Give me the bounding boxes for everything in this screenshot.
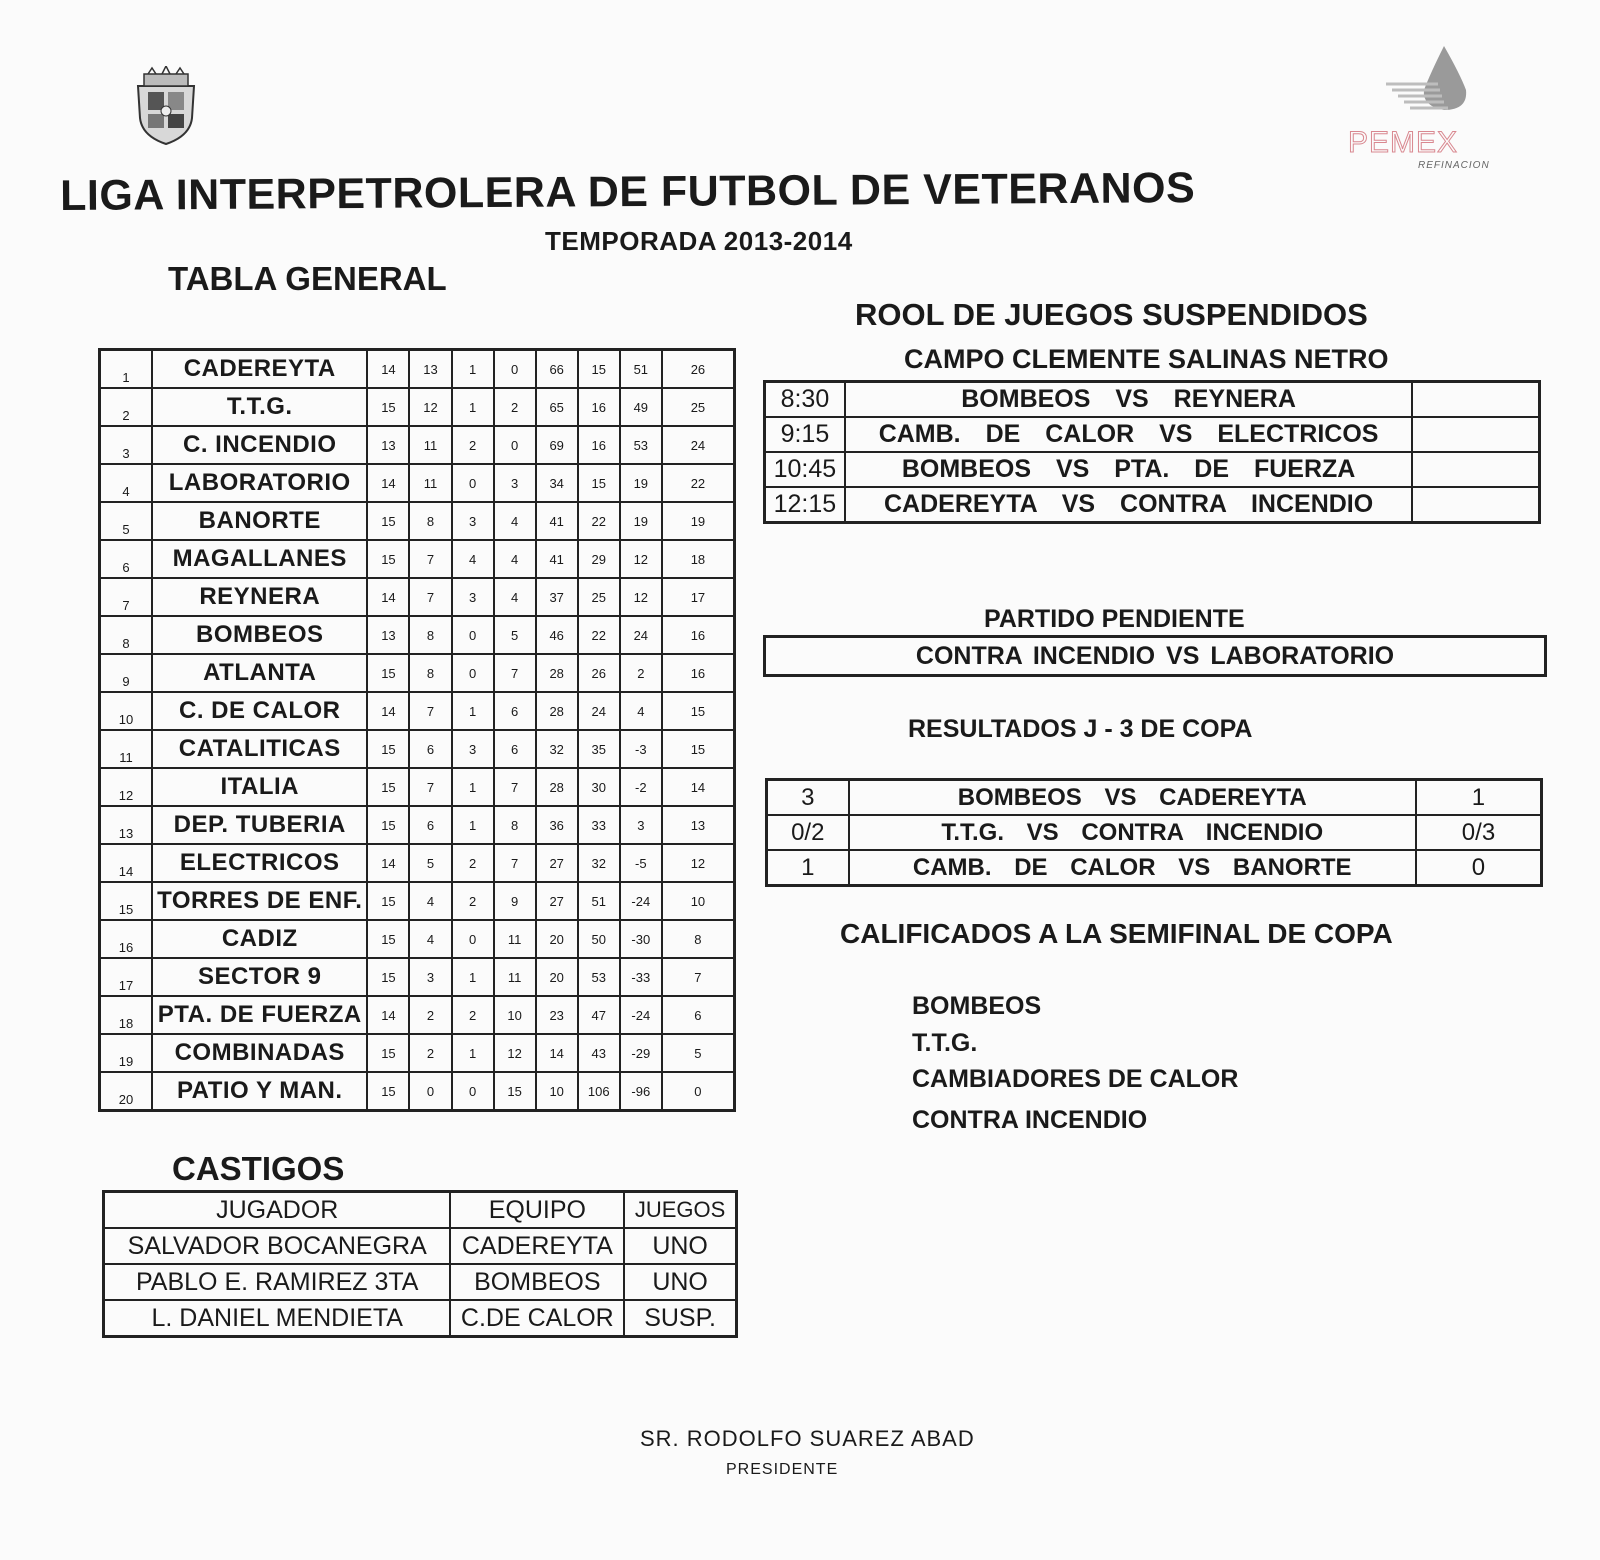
standings-stat: 15: [494, 1072, 536, 1111]
standings-stat: 12: [409, 388, 451, 426]
standings-stat: 50: [578, 920, 620, 958]
standings-stat: 3: [452, 502, 494, 540]
cup-result-row: [767, 850, 1542, 886]
standings-stat: 43: [578, 1034, 620, 1072]
standings-stat: 0: [494, 350, 536, 389]
standings-stat: 14: [536, 1034, 578, 1072]
suspended-title: ROOL DE JUEGOS SUSPENDIDOS: [855, 297, 1368, 332]
standings-stat: 15: [367, 502, 409, 540]
penalty-row: [104, 1228, 737, 1264]
penalty-player: PABLO E. RAMIREZ 3TA: [104, 1264, 451, 1300]
standings-stat: -29: [620, 1034, 662, 1072]
penalty-row: [104, 1264, 737, 1300]
standings-stat: 8: [409, 654, 451, 692]
player-header: JUGADOR: [104, 1192, 451, 1229]
standings-stat: 15: [367, 654, 409, 692]
game-blank-cell: [1412, 452, 1539, 487]
standings-stat: 33: [578, 806, 620, 844]
season-label: TEMPORADA 2013-2014: [545, 226, 853, 256]
standings-position: 3: [100, 426, 153, 464]
standings-stat: 47: [578, 996, 620, 1034]
standings-stat: 106: [578, 1072, 620, 1111]
cup-match: CAMB. DE CALOR VS BANORTE: [849, 850, 1416, 886]
standings-points: 7: [662, 958, 735, 996]
standings-stat: 11: [494, 920, 536, 958]
game-match: CAMB. DE CALOR VS ELECTRICOS: [845, 417, 1413, 452]
game-time: 9:15: [765, 417, 845, 452]
standings-stat: 15: [367, 1072, 409, 1111]
standings-stat: 20: [536, 958, 578, 996]
standings-stat: -2: [620, 768, 662, 806]
qualified-team: T.T.G.: [912, 1029, 978, 1057]
standings-stat: 0: [409, 1072, 451, 1111]
standings-row: [100, 806, 735, 844]
standings-team: BANORTE: [152, 502, 367, 540]
standings-points: 15: [662, 730, 735, 768]
standings-points: 6: [662, 996, 735, 1034]
standings-stat: 12: [620, 540, 662, 578]
standings-stat: 7: [494, 654, 536, 692]
standings-stat: 51: [620, 350, 662, 389]
standings-stat: 6: [409, 806, 451, 844]
standings-stat: 6: [494, 692, 536, 730]
standings-stat: 0: [452, 464, 494, 502]
game-blank-cell: [1412, 417, 1539, 452]
standings-stat: 30: [578, 768, 620, 806]
standings-stat: 3: [620, 806, 662, 844]
standings-stat: 41: [536, 502, 578, 540]
standings-team: ELECTRICOS: [152, 844, 367, 882]
standings-stat: 11: [494, 958, 536, 996]
standings-team: TORRES DE ENF.: [152, 882, 367, 920]
standings-title: TABLA GENERAL: [168, 260, 447, 297]
standings-stat: 15: [367, 958, 409, 996]
standings-team: C. INCENDIO: [152, 426, 367, 464]
standings-stat: 3: [409, 958, 451, 996]
standings-stat: 14: [367, 464, 409, 502]
standings-points: 18: [662, 540, 735, 578]
standings-position: 12: [100, 768, 153, 806]
standings-points: 24: [662, 426, 735, 464]
standings-stat: 2: [452, 996, 494, 1034]
standings-stat: 10: [536, 1072, 578, 1111]
penalty-player: SALVADOR BOCANEGRA: [104, 1228, 451, 1264]
standings-points: 12: [662, 844, 735, 882]
standings-stat: 14: [367, 996, 409, 1034]
standings-stat: 8: [409, 616, 451, 654]
standings-stat: 16: [578, 388, 620, 426]
standings-stat: 12: [620, 578, 662, 616]
standings-stat: 46: [536, 616, 578, 654]
standings-table: [98, 348, 736, 1112]
standings-stat: 5: [494, 616, 536, 654]
penalty-row: [104, 1300, 737, 1337]
cup-match: T.T.G. VS CONTRA INCENDIO: [849, 815, 1416, 850]
suspended-games-table: [763, 380, 1541, 524]
game-match: BOMBEOS VS REYNERA: [845, 382, 1413, 418]
standings-stat: 27: [536, 844, 578, 882]
standings-stat: 15: [367, 806, 409, 844]
standings-stat: 11: [409, 464, 451, 502]
suspended-game-row: [765, 452, 1540, 487]
home-score: 0/2: [767, 815, 849, 850]
standings-row: [100, 616, 735, 654]
standings-position: 5: [100, 502, 153, 540]
standings-stat: 8: [409, 502, 451, 540]
standings-stat: 20: [536, 920, 578, 958]
standings-stat: 13: [409, 350, 451, 389]
penalties-table: [102, 1190, 738, 1338]
away-score: 0: [1416, 850, 1542, 886]
penalty-team: C.DE CALOR: [450, 1300, 624, 1337]
standings-position: 19: [100, 1034, 153, 1072]
standings-team: CADIZ: [152, 920, 367, 958]
standings-row: [100, 1034, 735, 1072]
standings-stat: 3: [452, 730, 494, 768]
standings-row: [100, 502, 735, 540]
standings-stat: 2: [409, 1034, 451, 1072]
standings-position: 1: [100, 350, 153, 389]
standings-stat: 25: [578, 578, 620, 616]
home-score: 1: [767, 850, 849, 886]
standings-stat: 4: [494, 540, 536, 578]
standings-points: 26: [662, 350, 735, 389]
standings-team: ITALIA: [152, 768, 367, 806]
standings-stat: 24: [578, 692, 620, 730]
pemex-wordmark: PEMEX: [1348, 126, 1459, 159]
standings-stat: 13: [367, 616, 409, 654]
standings-stat: 2: [452, 882, 494, 920]
standings-stat: 53: [578, 958, 620, 996]
cup-match: BOMBEOS VS CADEREYTA: [849, 780, 1416, 816]
qualified-team: BOMBEOS: [912, 992, 1042, 1020]
standings-stat: 1: [452, 958, 494, 996]
standings-stat: 1: [452, 350, 494, 389]
standings-stat: 5: [409, 844, 451, 882]
pending-match-box: CONTRA INCENDIO VS LABORATORIO: [763, 635, 1547, 677]
standings-stat: -5: [620, 844, 662, 882]
standings-row: [100, 692, 735, 730]
standings-points: 25: [662, 388, 735, 426]
standings-stat: 6: [494, 730, 536, 768]
game-blank-cell: [1412, 382, 1539, 418]
standings-points: 16: [662, 616, 735, 654]
standings-stat: 2: [494, 388, 536, 426]
standings-points: 0: [662, 1072, 735, 1111]
penalty-games: UNO: [624, 1228, 736, 1264]
standings-position: 8: [100, 616, 153, 654]
standings-stat: 2: [620, 654, 662, 692]
standings-stat: 41: [536, 540, 578, 578]
standings-points: 19: [662, 502, 735, 540]
standings-stat: 3: [494, 464, 536, 502]
standings-position: 16: [100, 920, 153, 958]
standings-stat: 15: [367, 768, 409, 806]
league-crest-logo: [130, 66, 202, 146]
standings-stat: 22: [578, 616, 620, 654]
standings-stat: 16: [578, 426, 620, 464]
standings-stat: 49: [620, 388, 662, 426]
standings-position: 9: [100, 654, 153, 692]
standings-stat: 15: [367, 882, 409, 920]
standings-stat: 4: [409, 882, 451, 920]
standings-position: 4: [100, 464, 153, 502]
standings-position: 10: [100, 692, 153, 730]
standings-team: COMBINADAS: [152, 1034, 367, 1072]
standings-position: 7: [100, 578, 153, 616]
cup-results-table: [765, 778, 1543, 887]
standings-row: [100, 426, 735, 464]
standings-stat: 32: [536, 730, 578, 768]
standings-stat: 24: [620, 616, 662, 654]
standings-stat: 1: [452, 692, 494, 730]
penalties-title: CASTIGOS: [172, 1150, 345, 1187]
standings-stat: 66: [536, 350, 578, 389]
standings-stat: 22: [578, 502, 620, 540]
standings-points: 5: [662, 1034, 735, 1072]
standings-stat: -24: [620, 996, 662, 1034]
president-role: PRESIDENTE: [726, 1461, 839, 1478]
standings-row: [100, 464, 735, 502]
standings-stat: 3: [452, 578, 494, 616]
game-time: 8:30: [765, 382, 845, 418]
standings-stat: 10: [494, 996, 536, 1034]
standings-position: 2: [100, 388, 153, 426]
standings-team: REYNERA: [152, 578, 367, 616]
standings-stat: 7: [409, 692, 451, 730]
standings-stat: 28: [536, 768, 578, 806]
penalty-games: UNO: [624, 1264, 736, 1300]
standings-stat: 8: [494, 806, 536, 844]
standings-row: [100, 350, 735, 389]
suspended-venue: CAMPO CLEMENTE SALINAS NETRO: [904, 344, 1389, 374]
standings-team: BOMBEOS: [152, 616, 367, 654]
standings-points: 16: [662, 654, 735, 692]
team-header: EQUIPO: [450, 1192, 624, 1229]
standings-stat: 1: [452, 806, 494, 844]
standings-stat: -24: [620, 882, 662, 920]
standings-points: 13: [662, 806, 735, 844]
penalty-team: BOMBEOS: [450, 1264, 624, 1300]
standings-stat: 15: [367, 730, 409, 768]
standings-stat: 15: [367, 388, 409, 426]
standings-position: 14: [100, 844, 153, 882]
standings-team: LABORATORIO: [152, 464, 367, 502]
game-blank-cell: [1412, 487, 1539, 523]
game-match: CADEREYTA VS CONTRA INCENDIO: [845, 487, 1413, 523]
standings-stat: 13: [367, 426, 409, 464]
standings-stat: 2: [409, 996, 451, 1034]
standings-team: PATIO Y MAN.: [152, 1072, 367, 1111]
cup-result-row: [767, 780, 1542, 816]
standings-stat: 19: [620, 464, 662, 502]
standings-stat: 1: [452, 1034, 494, 1072]
standings-stat: 4: [409, 920, 451, 958]
standings-stat: 4: [452, 540, 494, 578]
standings-stat: 4: [494, 502, 536, 540]
standings-stat: 15: [578, 350, 620, 389]
standings-stat: 65: [536, 388, 578, 426]
standings-stat: 23: [536, 996, 578, 1034]
standings-team: CATALITICAS: [152, 730, 367, 768]
standings-stat: 9: [494, 882, 536, 920]
standings-stat: 0: [452, 920, 494, 958]
standings-stat: 53: [620, 426, 662, 464]
standings-row: [100, 958, 735, 996]
standings-team: CADEREYTA: [152, 350, 367, 389]
standings-team: SECTOR 9: [152, 958, 367, 996]
standings-row: [100, 388, 735, 426]
cup-results-title: RESULTADOS J - 3 DE COPA: [908, 715, 1253, 743]
suspended-game-row: [765, 417, 1540, 452]
standings-row: [100, 540, 735, 578]
standings-stat: 12: [494, 1034, 536, 1072]
standings-stat: 28: [536, 692, 578, 730]
standings-stat: 7: [494, 844, 536, 882]
standings-stat: 2: [452, 844, 494, 882]
standings-position: 15: [100, 882, 153, 920]
standings-points: 10: [662, 882, 735, 920]
standings-row: [100, 920, 735, 958]
standings-stat: 14: [367, 844, 409, 882]
standings-stat: 7: [494, 768, 536, 806]
standings-stat: 0: [452, 616, 494, 654]
standings-stat: 4: [620, 692, 662, 730]
standings-points: 22: [662, 464, 735, 502]
standings-team: DEP. TUBERIA: [152, 806, 367, 844]
standings-stat: -3: [620, 730, 662, 768]
standings-stat: 6: [409, 730, 451, 768]
standings-points: 17: [662, 578, 735, 616]
standings-team: C. DE CALOR: [152, 692, 367, 730]
standings-stat: 34: [536, 464, 578, 502]
standings-stat: 32: [578, 844, 620, 882]
pending-title: PARTIDO PENDIENTE: [984, 605, 1245, 633]
standings-stat: 37: [536, 578, 578, 616]
standings-row: [100, 730, 735, 768]
standings-team: MAGALLANES: [152, 540, 367, 578]
standings-stat: 15: [367, 540, 409, 578]
game-time: 12:15: [765, 487, 845, 523]
standings-team: T.T.G.: [152, 388, 367, 426]
standings-team: ATLANTA: [152, 654, 367, 692]
standings-stat: 36: [536, 806, 578, 844]
standings-stat: 69: [536, 426, 578, 464]
away-score: 1: [1416, 780, 1542, 816]
standings-stat: 0: [452, 654, 494, 692]
games-header: JUEGOS: [624, 1192, 736, 1229]
page-title: LIGA INTERPETROLERA DE FUTBOL DE VETERANOS: [60, 164, 1196, 220]
standings-stat: 7: [409, 768, 451, 806]
standings-stat: 14: [367, 350, 409, 389]
standings-stat: 1: [452, 768, 494, 806]
standings-stat: 0: [494, 426, 536, 464]
away-score: 0/3: [1416, 815, 1542, 850]
standings-stat: 15: [367, 1034, 409, 1072]
standings-row: [100, 996, 735, 1034]
standings-stat: 26: [578, 654, 620, 692]
standings-stat: 28: [536, 654, 578, 692]
suspended-game-row: [765, 382, 1540, 418]
standings-stat: 7: [409, 578, 451, 616]
standings-stat: 14: [367, 578, 409, 616]
standings-stat: 11: [409, 426, 451, 464]
qualified-team: CAMBIADORES DE CALOR: [912, 1065, 1239, 1093]
game-time: 10:45: [765, 452, 845, 487]
standings-position: 11: [100, 730, 153, 768]
suspended-game-row: [765, 487, 1540, 523]
standings-team: PTA. DE FUERZA: [152, 996, 367, 1034]
cup-result-row: [767, 815, 1542, 850]
standings-points: 14: [662, 768, 735, 806]
standings-position: 17: [100, 958, 153, 996]
penalty-games: SUSP.: [624, 1300, 736, 1337]
qualified-team: CONTRA INCENDIO: [912, 1106, 1148, 1134]
standings-stat: 7: [409, 540, 451, 578]
standings-stat: 1: [452, 388, 494, 426]
standings-stat: 29: [578, 540, 620, 578]
penalties-header-row: [104, 1192, 737, 1229]
standings-stat: 15: [367, 920, 409, 958]
game-match: BOMBEOS VS PTA. DE FUERZA: [845, 452, 1413, 487]
president-name: SR. RODOLFO SUAREZ ABAD: [640, 1426, 975, 1451]
standings-row: [100, 882, 735, 920]
pemex-subtitle: REFINACION: [1418, 160, 1490, 171]
standings-position: 20: [100, 1072, 153, 1111]
home-score: 3: [767, 780, 849, 816]
standings-stat: -33: [620, 958, 662, 996]
standings-row: [100, 1072, 735, 1111]
standings-stat: 14: [367, 692, 409, 730]
standings-row: [100, 768, 735, 806]
penalty-team: CADEREYTA: [450, 1228, 624, 1264]
standings-stat: 19: [620, 502, 662, 540]
standings-stat: 35: [578, 730, 620, 768]
standings-stat: -96: [620, 1072, 662, 1111]
standings-stat: 15: [578, 464, 620, 502]
standings-stat: 4: [494, 578, 536, 616]
penalty-player: L. DANIEL MENDIETA: [104, 1300, 451, 1337]
standings-row: [100, 844, 735, 882]
standings-position: 6: [100, 540, 153, 578]
standings-row: [100, 654, 735, 692]
standings-stat: 0: [452, 1072, 494, 1111]
standings-points: 8: [662, 920, 735, 958]
standings-position: 18: [100, 996, 153, 1034]
standings-stat: 2: [452, 426, 494, 464]
standings-stat: -30: [620, 920, 662, 958]
standings-row: [100, 578, 735, 616]
standings-points: 15: [662, 692, 735, 730]
standings-stat: 27: [536, 882, 578, 920]
standings-stat: 51: [578, 882, 620, 920]
pemex-eagle-logo: [1378, 44, 1510, 124]
qualified-title: CALIFICADOS A LA SEMIFINAL DE COPA: [840, 918, 1393, 949]
standings-position: 13: [100, 806, 153, 844]
